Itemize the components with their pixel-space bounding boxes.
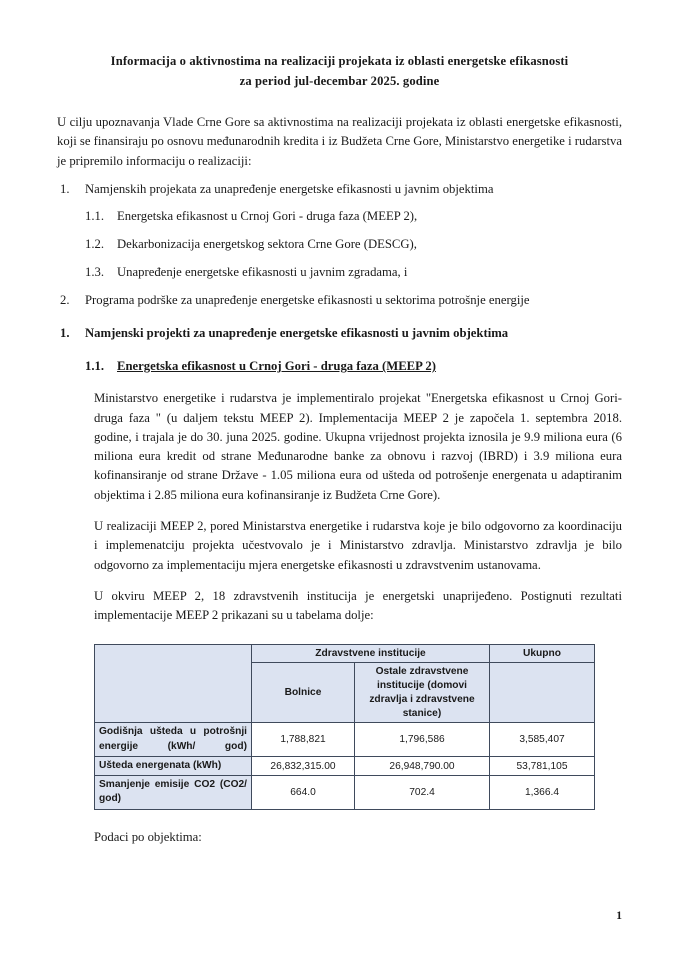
- document-title-line2: za period jul-decembar 2025. godine: [239, 73, 440, 88]
- section-heading-1: [57, 324, 622, 343]
- toc-item-2: [57, 291, 622, 310]
- table-row: [95, 723, 595, 757]
- table-row-label-co2-reduction: Smanjenje emisije CO2 (CO2/ god): [95, 776, 252, 810]
- table-cell-ostale: 26,948,790.00: [355, 756, 490, 775]
- toc-subitem-1-2-marker: 1.2.: [85, 237, 105, 252]
- toc-item-1-label: Namjenskih projekata za unapređenje energetske efikasnosti u javnim objektima: [85, 181, 494, 196]
- trailing-note: Podaci po objektima:: [94, 829, 202, 844]
- table-header-ostale: Ostale zdravstvene institucije (domovi zdravlja i zdravstvene stanice): [355, 663, 490, 723]
- table-cell-bolnice: 26,832,315.00: [252, 756, 355, 775]
- toc-subitem-1-1: [57, 207, 622, 226]
- intro-paragraph: U cilju upoznavanja Vlade Crne Gore sa aktivnostima na realizaciji projekata iz oblasti energetske efikasnosti, koji se finansiraju po osnovu međunarodnih kredita i iz Budžeta Crne Gore, Ministarstvo energetike i rudarstva je pripremilo informaciju o realizaciji:: [57, 115, 622, 168]
- table-cell-bolnice: 1,788,821: [252, 723, 355, 757]
- body-paragraph-1: Ministarstvo energetike i rudarstva je implementiralo projekat "Energetska efikasnost u Crnoj Gori-druga faza " (u daljem tekstu MEEP 2). Implementacija MEEP 2 je započela 1. septembra 2018. godine, i trajala je do 30. juna 2025. godine. Ukupna vrijednost projekta iznosila je 9.9 miliona eura (6 miliona eura kredit od strane Međunarodne banke za obnovu i razvoj (IBRD) i 3.9 miliona eura kofinansiranje od strane Države - 1.05 miliona eura od ušteda od potrošenje energenata u adaptiranim objektima i 2.85 miliona eura kofinansiranje iz Budžeta Crne Gore).: [94, 391, 622, 502]
- table-header-row-1: [95, 644, 595, 663]
- toc-item-2-marker: 2.: [60, 293, 70, 308]
- table-header-group-institutions: Zdravstvene institucije: [252, 644, 490, 663]
- results-table-container: [94, 644, 622, 810]
- toc-subitem-1-2: [57, 235, 622, 254]
- toc-item-2-label: Programa podrške za unapređenje energetske efikasnosti u sektorima potrošnje energije: [85, 293, 530, 308]
- table-row: [95, 776, 595, 810]
- toc-list: [57, 180, 622, 310]
- body-paragraph-2: U realizaciji MEEP 2, pored Ministarstva energetike i rudarstva koje je bilo odgovorno za koordinaciju i implemenatciju projekta učestvovalo je i Ministarstvo zdravlja. Ministarstvo zdravlja je bilo odgovorno za implementaciju mjera energetske efikasnosti u zdravstvenim ustanovama.: [94, 519, 622, 572]
- toc-subitem-1-1-label: Energetska efikasnost u Crnoj Gori - druga faza (MEEP 2),: [117, 208, 418, 223]
- table-head: [95, 644, 595, 723]
- section-body: [94, 389, 622, 625]
- page-number: 1: [616, 910, 622, 922]
- table-corner-cell: [95, 644, 252, 723]
- toc-subitem-1-3: [57, 263, 622, 282]
- table-row-label-fuel-savings: Ušteda energenata (kWh): [95, 756, 252, 775]
- subsection-heading-1-1-label: Energetska efikasnost u Crnoj Gori - druga faza (MEEP 2): [117, 359, 436, 374]
- toc-item-1: [57, 180, 622, 199]
- subsection-heading-1-1-marker: 1.1.: [85, 359, 105, 374]
- table-cell-ukupno: 53,781,105: [490, 756, 595, 775]
- table-cell-ukupno: 1,366.4: [490, 776, 595, 810]
- table-header-bolnice: Bolnice: [252, 663, 355, 723]
- document-title-line1: Informacija o aktivnostima na realizaciji projekata iz oblasti energetske efikasnosti: [110, 54, 569, 68]
- table-cell-ukupno: 3,585,407: [490, 723, 595, 757]
- toc-item-1-marker: 1.: [60, 181, 70, 196]
- document-title: [57, 52, 622, 91]
- results-table: [94, 644, 595, 810]
- table-cell-ostale: 1,796,586: [355, 723, 490, 757]
- table-row: [95, 756, 595, 775]
- table-header-total-spacer: [490, 663, 595, 723]
- subsection-heading-1-1: [57, 357, 622, 376]
- table-cell-bolnice: 664.0: [252, 776, 355, 810]
- body-paragraph-3: U okviru MEEP 2, 18 zdravstvenih institucija je energetski unaprijeđeno. Postignuti rezultati implementacije MEEP 2 prikazani su u tabelama dolje:: [94, 588, 622, 623]
- table-body: [95, 723, 595, 809]
- section-heading-1-label: Namjenski projekti za unapređenje energetske efikasnosti u javnim objektima: [85, 326, 509, 341]
- table-cell-ostale: 702.4: [355, 776, 490, 810]
- table-row-label-energy-savings: Godišnja ušteda u potrošnji energije (kWh/ god): [95, 723, 252, 757]
- section-heading-1-marker: 1.: [60, 326, 70, 341]
- toc-subitem-1-1-marker: 1.1.: [85, 208, 105, 223]
- toc-subitem-1-3-label: Unapređenje energetske efikasnosti u javnim zgradama, i: [117, 265, 408, 280]
- toc-subitem-1-2-label: Dekarbonizacija energetskog sektora Crne Gore (DESCG),: [117, 237, 417, 252]
- toc-subitem-1-3-marker: 1.3.: [85, 265, 105, 280]
- table-header-total: Ukupno: [490, 644, 595, 663]
